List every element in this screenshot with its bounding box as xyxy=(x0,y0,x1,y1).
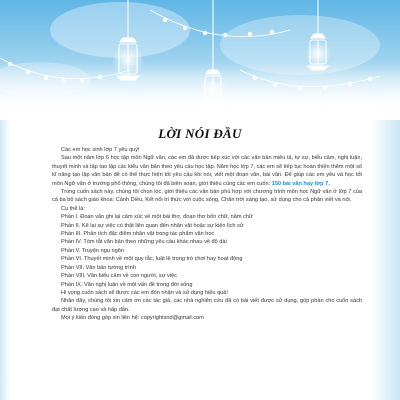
lantern-illustration xyxy=(0,0,400,120)
list-item: Phần IX. Văn nghị luận về một vấn đề trong đời sống xyxy=(61,281,193,288)
list-item: Phần V. Truyện ngụ ngôn xyxy=(61,247,124,254)
paragraph-intro-text: Sau một năm lớp 6 học tập môn Ngữ văn, các em đã được tiếp xúc với các văn bản miêu tả, tự sự, biểu cảm, nghị luận, thuyết minh và tập tạo lập các kiểu văn bản theo yêu cầu học tập. Năm học lớp 7, các em sẽ tiếp tục hoàn thiện thêm một số kĩ năng tạo lập văn bản để có thể thực hiện tốt yêu cầu khi nói, viết một đoạn văn, bài văn. Để giúp các em yêu và học tốt môn Ngữ văn ở trường phổ thông, chúng tôi đã biên soạn, giới thiệu cùng các em cuốn: xyxy=(52,155,362,187)
paragraph-content: Trong cuốn sách này, chúng tôi chọn lọc, giới thiệu các văn bản phù hợp với chương trình môn học Ngữ văn ở lớp 7 của cả ba bộ sách giáo khoa: Cánh Diều, Kết nối tri thức với cuộc sống, Chân trời sáng tạo, sử dụng cho cả phân viết và nói. xyxy=(52,189,362,204)
list-item: Phần IV. Tóm tắt văn bản theo những yêu cầu khác nhau về độ dài xyxy=(61,239,227,246)
watercolor-edge-left xyxy=(0,120,10,400)
list-item: Phần VII. Văn bản tường trình xyxy=(61,264,136,271)
contact-line: Mọi ý kiến đóng góp xin liên hệ: copyrightsnd@gmail.com xyxy=(61,315,204,322)
page-title: LỜI NÓI ĐẦU xyxy=(158,126,242,141)
list-item: Phần VIII. Văn biểu cảm về con người, sự việc xyxy=(61,273,177,280)
greeting: Các em học sinh lớp 7 yêu quý! xyxy=(61,147,140,153)
preface-body xyxy=(52,146,362,323)
closing-thanks: Nhân đây, chúng tôi xin cảm ơn các tác giả, các nhà nghiên cứu đã có bài viết được sử dụng, góp phần cho cuốn sách đạt chất lượng cao và hấp dẫn. xyxy=(52,298,362,313)
list-item: Phần III. Phân tích đặc điểm nhân vật trong tác phẩm văn học xyxy=(61,231,215,238)
watercolor-edge-right xyxy=(370,120,400,400)
paragraph-intro xyxy=(52,154,362,188)
closing-hope: Hi vọng cuốn sách sẽ được các em đón nhận và sử dụng hiệu quả! xyxy=(61,289,228,296)
list-intro: Cụ thể là: xyxy=(61,205,85,212)
list-item: Phần I. Đoạn văn ghi lại cảm xúc về một bài thơ, đoạn thơ bốn chữ, năm chữ xyxy=(61,214,253,221)
list-item: Phần VI. Thuyết minh về một quy tắc, luật lệ trong trò chơi hay hoạt động xyxy=(61,256,243,263)
book-title: 150 bài văn hay lớp 7. xyxy=(271,180,330,187)
list-item: Phần II. Kể lại sự việc có thật liên quan đến nhân vật hoặc sự kiện lịch sử xyxy=(61,222,244,229)
